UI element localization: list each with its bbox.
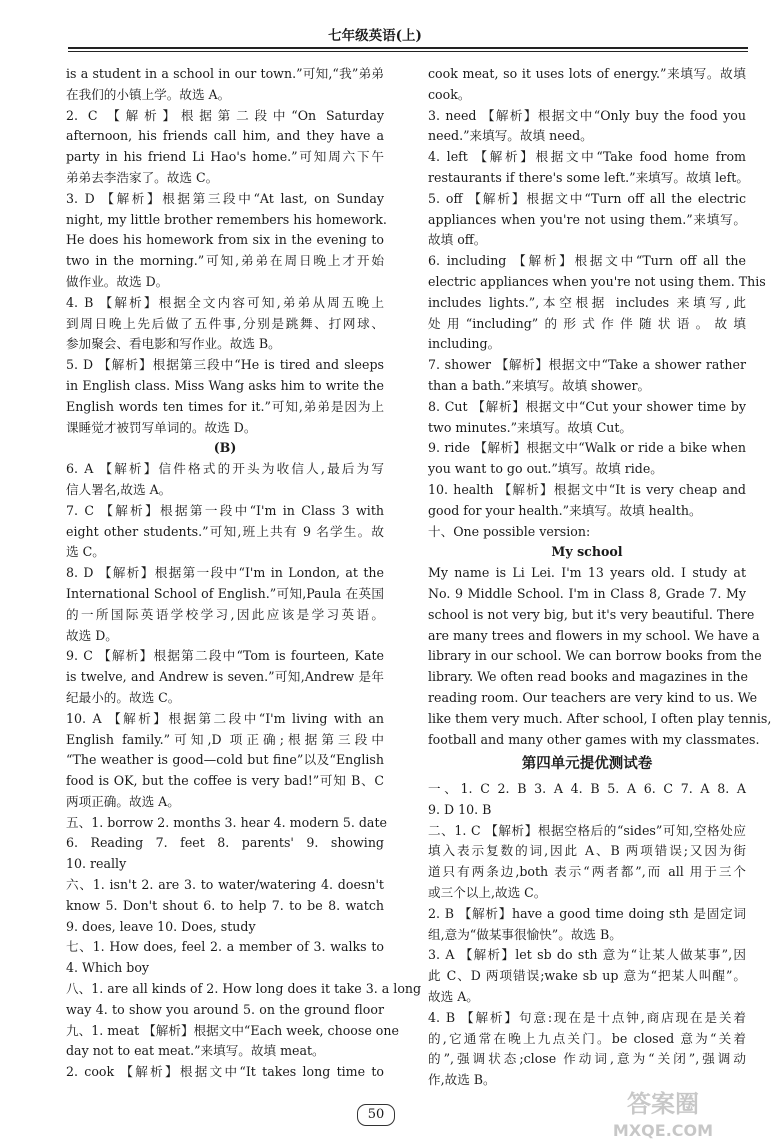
text-line: reading room. Our teachers are very kind to us. We: [428, 689, 758, 705]
text-line: 七、1. How does, feel 2. a member of 3. walks to: [66, 939, 384, 955]
text-line: including。: [428, 336, 501, 352]
text-line: 处用“including”的形式作伴随状语。故填: [428, 315, 746, 331]
text-line: good for your health.”来填写。故填 health。: [428, 502, 702, 518]
text-line: My name is Li Lei. I'm 13 years old. I study at: [428, 565, 746, 581]
text-line: party in his friend Li Hao's home.”可知周六下午: [66, 149, 384, 165]
text-line: 二、1. C 【解析】根据空格后的“sides”可知,空格处应: [428, 822, 746, 838]
text-line: 4. left 【解析】根据文中“Take food home from: [428, 149, 746, 165]
text-line: 此 C、D 两项错误;wake sb up 意为“把某人叫醒”。: [428, 968, 746, 984]
text-line: 作,故选 B。: [428, 1072, 496, 1088]
text-line: 4. B 【解析】句意:现在是十点钟,商店现在是关着: [428, 1009, 746, 1025]
text-line: 六、1. isn't 2. are 3. to water/watering 4. doesn't: [66, 877, 384, 893]
text-line: No. 9 Middle School. I'm in Class 8, Grade 7. My: [428, 585, 746, 601]
text-line: 故填 off。: [428, 232, 487, 248]
text-line: in English class. Miss Wang asks him to write the: [66, 377, 384, 393]
text-line: 3. D 【解析】根据第三段中“At last, on Sunday: [66, 190, 384, 206]
text-line: restaurants if there's some left.”来填写。故填 left。: [428, 169, 749, 185]
text-line: 的,它通常在晚上九点关门。be closed 意为“关着: [428, 1030, 746, 1046]
text-line: 9. does, leave 10. Does, study: [66, 918, 256, 934]
text-line: food is OK, but the coffee is very bad!”可知 B、C: [66, 773, 384, 789]
text-line: 8. Cut 【解析】根据文中“Cut your shower time by: [428, 398, 746, 414]
text-line: 6. including 【解析】根据文中“Turn off all the: [428, 253, 746, 269]
section-heading: 第四单元提优测试卷: [521, 755, 653, 773]
text-line: 5. D 【解析】根据第三段中“He is tired and sleeps: [66, 357, 384, 373]
text-line: 故选 A。: [428, 989, 479, 1005]
text-line: way 4. to show you around 5. on the ground floor: [66, 1001, 384, 1017]
text-line: 3. need 【解析】根据文中“Only buy the food you: [428, 107, 746, 123]
text-line: than a bath.”来填写。故填 shower。: [428, 377, 651, 393]
text-line: like them very much. After school, I often play tennis,: [428, 710, 771, 726]
text-line: 的一所国际英语学校学习,因此应该是学习英语。: [66, 606, 384, 622]
left-column: [66, 64, 422, 1083]
text-line: 组,意为“做某事很愉快”。故选 B。: [428, 926, 622, 942]
page-number: 50: [357, 1104, 395, 1126]
text-line: 课睡觉才被罚写单词的。故选 D。: [66, 419, 257, 435]
header-rule-thin: [68, 51, 748, 52]
text-line: 2. cook 【解析】根据文中“It takes long time to: [66, 1064, 384, 1080]
text-line: library. We often read books and magazines in the: [428, 669, 748, 685]
text-line: 道只有两条边,both 表示“两者都”,而 all 用于三个: [428, 864, 746, 880]
text-line: 参加聚会、看电影和写作业。故选 B。: [66, 336, 281, 352]
text-line: 弟弟去李浩家了。故选 C。: [66, 169, 219, 185]
text-line: two in the morning.”可知,弟弟在周日晚上才开始: [66, 253, 384, 269]
text-line: 在我们的小镇上学。故选 A。: [66, 86, 231, 102]
text-line: 一、1. C 2. B 3. A 4. B 5. A 6. C 7. A 8. A: [428, 781, 746, 797]
text-line: 9. D 10. B: [428, 801, 492, 817]
text-line: day not to eat meat.”来填写。故填 meat。: [66, 1043, 325, 1059]
text-line: appliances when you're not using them.”来填写。: [428, 211, 746, 227]
text-line: school is not very big, but it's very beautiful. There: [428, 606, 755, 622]
text-line: International School of English.”可知,Paula 在英国: [66, 585, 384, 601]
text-line: 到周日晚上先后做了五件事,分别是跳舞、打网球、: [66, 315, 384, 331]
text-line: need.”来填写。故填 need。: [428, 128, 593, 144]
text-line: My school: [551, 544, 623, 560]
text-line: “The weather is good—cold but fine”以及“English: [66, 752, 384, 768]
text-line: electric appliances when you're not using them. This: [428, 273, 766, 289]
text-line: afternoon, his friends call him, and they have a: [66, 128, 384, 144]
text-line: are many trees and flowers in my school. We have a: [428, 627, 760, 643]
text-line: 信人署名,故选 A。: [66, 481, 172, 497]
text-line: 两项正确。故选 A。: [66, 793, 180, 809]
text-line: you want to go out.”填写。故填 ride。: [428, 461, 663, 477]
text-line: 7. shower 【解析】根据文中“Take a shower rather: [428, 357, 746, 373]
text-line: He does his homework from six in the evening to: [66, 232, 384, 248]
text-line: includes lights.”,本空根据 includes 来填写,此: [428, 294, 746, 310]
text-line: 8. D 【解析】根据第一段中“I'm in London, at the: [66, 565, 384, 581]
text-line: eight other students.”可知,班上共有 9 名学生。故: [66, 523, 384, 539]
text-line: 或三个以上,故选 C。: [428, 885, 547, 901]
page-header-title: 七年级英语(上): [328, 28, 422, 44]
text-line: cook meat, so it uses lots of energy.”来填写。故填: [428, 66, 746, 81]
text-line: English words ten times for it.”可知,弟弟是因为上: [66, 398, 384, 414]
text-line: English family.”可知,D 项正确;根据第三段中: [66, 731, 384, 747]
text-line: 10. really: [66, 856, 127, 872]
text-line: 9. C 【解析】根据第二段中“Tom is fourteen, Kate: [66, 648, 384, 664]
text-line: 的”,强调状态;close 作动词,意为“关闭”,强调动: [428, 1051, 746, 1067]
text-line: 10. health 【解析】根据文中“It is very cheap and: [428, 481, 746, 497]
text-line: night, my little brother remembers his homework.: [66, 211, 387, 227]
text-line: 6. A 【解析】信件格式的开头为收信人,最后为写: [66, 461, 384, 477]
right-column: [428, 64, 771, 1091]
text-line: 填入表示复数的词,因此 A、B 两项错误;又因为街: [428, 843, 746, 859]
text-line: know 5. Don't shout 6. to help 7. to be 8. watch: [66, 897, 384, 913]
text-line: 2. B 【解析】have a good time doing sth 是固定词: [428, 905, 746, 921]
text-line: football and many other games with my classmates.: [428, 731, 760, 747]
text-line: is a student in a school in our town.”可知,“我”弟弟: [66, 66, 384, 81]
text-line: 6. Reading 7. feet 8. parents' 9. showing: [66, 835, 384, 851]
text-line: 八、1. are all kinds of 2. How long does it take 3. a long: [66, 981, 422, 997]
text-line: 3. A 【解析】let sb do sth 意为“让某人做某事”,因: [428, 947, 746, 963]
text-line: (B): [213, 440, 237, 456]
text-line: library in our school. We can borrow books from the: [428, 648, 762, 664]
text-line: 10. A 【解析】根据第二段中“I'm living with an: [66, 710, 384, 726]
text-line: 九、1. meat 【解析】根据文中“Each week, choose one: [66, 1022, 399, 1038]
svg-text:答案圈: 答案圈: [627, 1090, 699, 1118]
text-line: is twelve, and Andrew is seven.”可知,Andrew 是年: [66, 669, 384, 685]
text-line: 五、1. borrow 2. months 3. hear 4. modern 5. date: [66, 814, 387, 830]
text-line: 做作业。故选 D。: [66, 273, 169, 289]
text-line: 5. off 【解析】根据文中“Turn off all the electric: [428, 190, 746, 206]
text-line: 2. C 【解析】根据第二段中“On Saturday: [66, 107, 384, 123]
text-line: 7. C 【解析】根据第一段中“I'm in Class 3 with: [66, 502, 384, 518]
text-line: 故选 D。: [66, 627, 118, 643]
header-rule-thick: [68, 47, 748, 49]
text-line: 纪最小的。故选 C。: [66, 689, 181, 705]
text-line: 4. Which boy: [66, 960, 150, 976]
svg-text:MXQE.COM: MXQE.COM: [612, 1121, 714, 1140]
text-line: cook。: [428, 86, 471, 102]
text-line: 9. ride 【解析】根据文中“Walk or ride a bike when: [428, 440, 746, 456]
text-line: 4. B 【解析】根据全文内容可知,弟弟从周五晚上: [66, 294, 384, 310]
watermark-logo: [588, 1086, 738, 1144]
text-line: two minutes.”来填写。故填 Cut。: [428, 419, 633, 435]
text-line: 选 C。: [66, 544, 105, 560]
text-line: 十、One possible version:: [428, 523, 591, 539]
